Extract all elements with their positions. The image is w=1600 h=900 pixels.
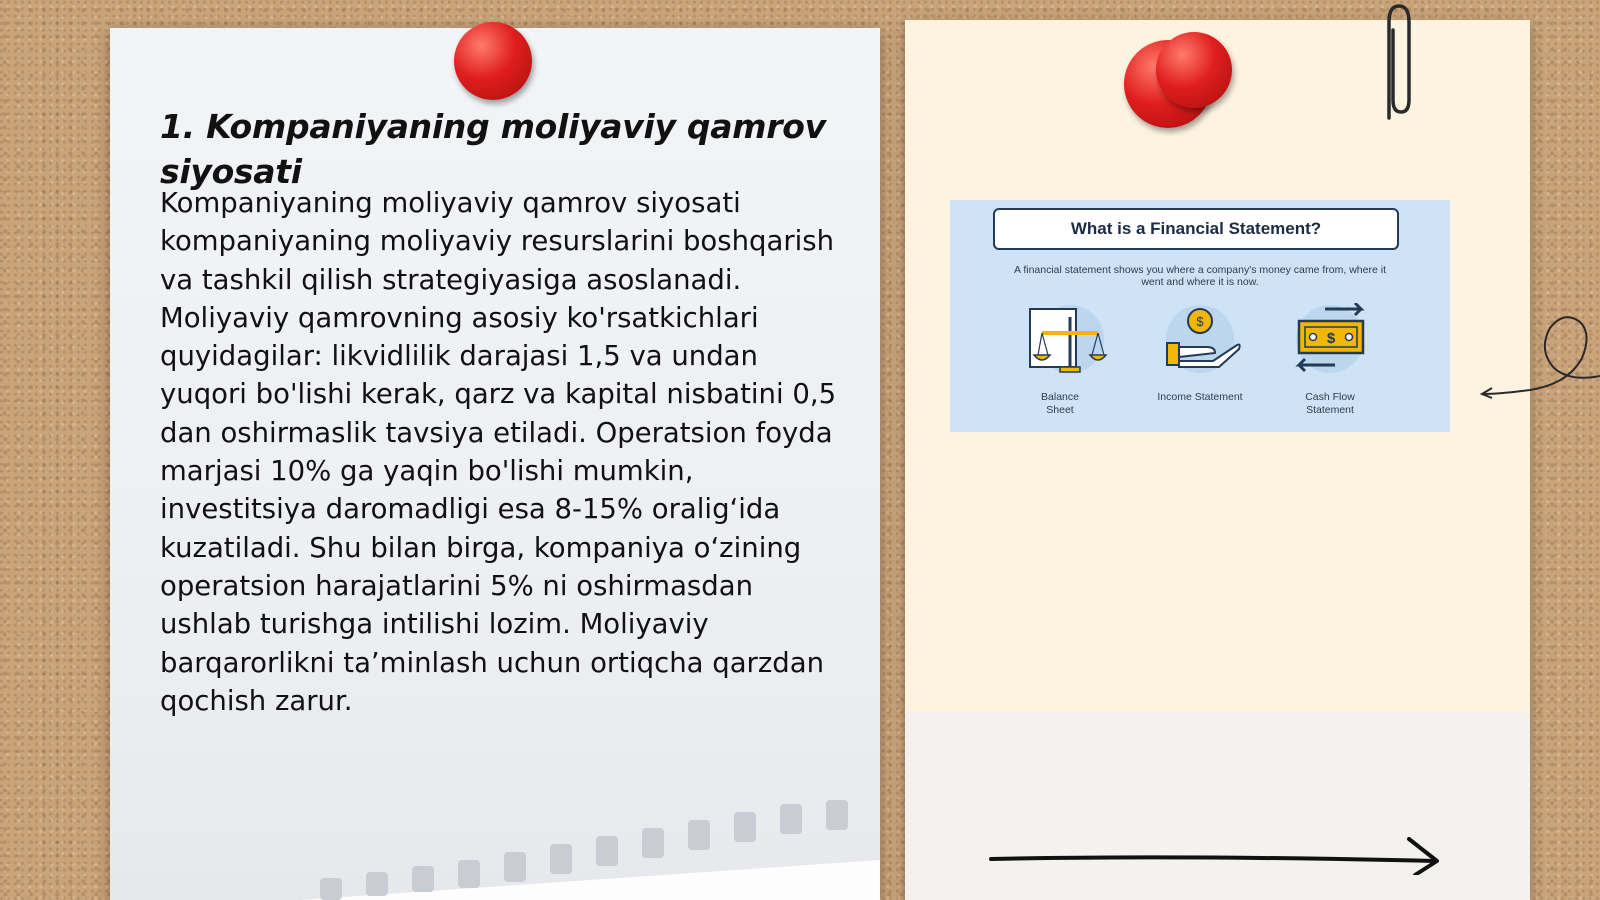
paperclip-icon [1375, 0, 1415, 125]
cash-flow-statement-label: Cash Flow Statement [1305, 391, 1355, 416]
right-arrow-icon [985, 835, 1445, 875]
coin-hand-icon [1155, 303, 1245, 378]
torn-paper-edge [300, 800, 880, 900]
svg-text:$: $ [1326, 330, 1336, 347]
card-subtitle: A financial statement shows you where a company's money came from, where it went and where it is now. [1013, 264, 1386, 288]
cash-flow-icon [1285, 303, 1375, 378]
balance-sheet-label: Balance Sheet [1041, 391, 1079, 416]
balance-scale-icon [1020, 303, 1110, 378]
red-pushpin [454, 22, 532, 100]
red-pushpin-top [1156, 32, 1232, 108]
income-statement-label: Income Statement [1157, 391, 1243, 403]
note-title: 1. Kompaniyaning moliyaviy qamrov siyosati [160, 107, 826, 191]
card-title: What is a Financial Statement? [993, 208, 1399, 250]
financial-statement-card [950, 200, 1450, 432]
loop-arrow-doodle [1480, 310, 1600, 410]
note-body: Kompaniyaning moliyaviy qamrov siyosati kompaniyaning moliyaviy resurslarini boshqarish va tashkil qilish strategiyasiga asoslanadi. Moliyaviy qamrovning asosiy ko'rsatkichlari quyidagilar: likvidlilik darajasi 1,5 va undan yuqori bo'lishi kerak, qarz va kapital nisbatini 0,5 dan oshirmaslik tavsiya etiladi. Operatsion foyda marjasi 10% ga yaqin bo'lishi mumkin, investitsiya daromadligi esa 8-15% oralig‘ida kuzatiladi. Shu bilan birga, kompaniya o‘zining operatsion harajatlarini 5% ni oshirmasdan ushlab turishga intilishi lozim. Moliyaviy barqarorlikni ta’minlash uchun ortiqcha qarzdan qochish zarur. [160, 187, 837, 717]
svg-text:$: $ [1196, 314, 1204, 329]
right-paper-note [905, 20, 1530, 900]
